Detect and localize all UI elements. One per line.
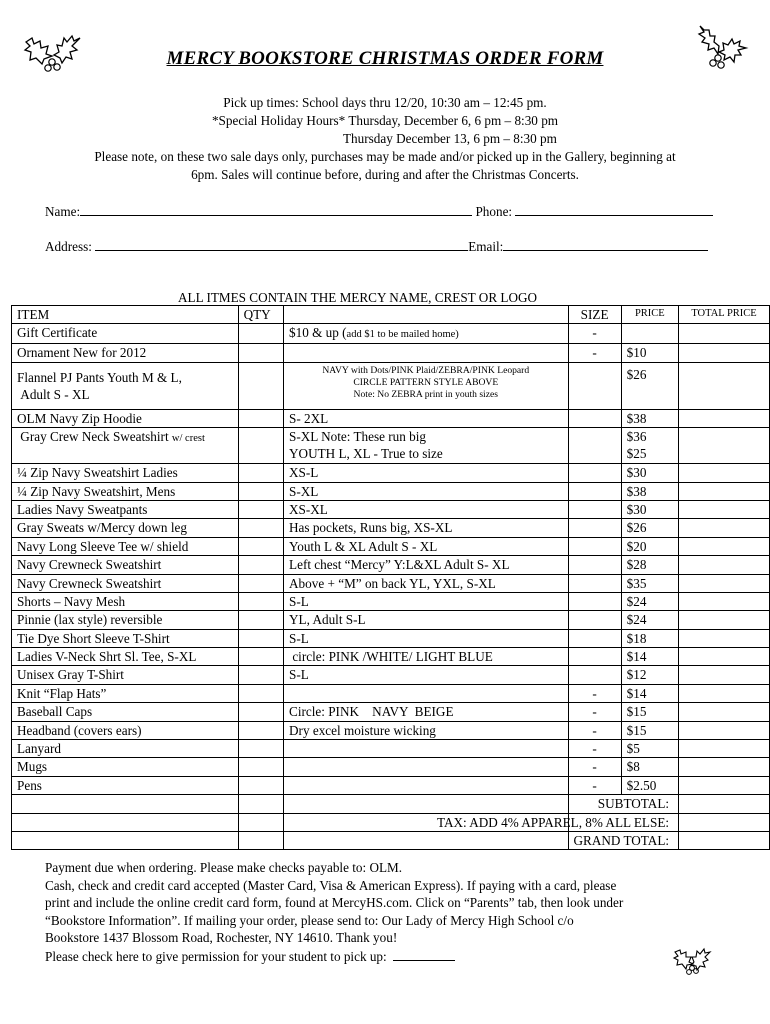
name-label: Name: xyxy=(45,204,81,219)
header-desc xyxy=(284,306,568,324)
qty-cell[interactable] xyxy=(238,611,283,629)
size-cell[interactable] xyxy=(568,500,621,518)
price-cell: $35 xyxy=(621,574,678,592)
address-email-row xyxy=(45,237,725,256)
permission-label: Please check here to give permission for your student to pick up: xyxy=(45,948,387,964)
qty-cell[interactable] xyxy=(238,324,283,344)
total-cell[interactable] xyxy=(679,362,770,409)
desc-cell: S-XL xyxy=(284,482,568,500)
price-cell: $12 xyxy=(621,666,678,684)
size-cell[interactable]: - xyxy=(568,703,621,721)
holly-bottom-icon xyxy=(672,946,712,976)
total-cell[interactable] xyxy=(679,611,770,629)
note-line-2: 6pm. Sales will continue before, during and after the Christmas Concerts. xyxy=(191,167,579,182)
size-cell[interactable]: - xyxy=(568,721,621,739)
footer-line-6 xyxy=(45,947,623,966)
price-cell: $26 xyxy=(621,362,678,409)
size-cell[interactable] xyxy=(568,574,621,592)
pickup-times: Pick up times: School days thru 12/20, 10:30 am – 12:45 pm. xyxy=(223,95,547,110)
special-hours: *Special Holiday Hours* Thursday, December 6, 6 pm – 8:30 pm xyxy=(211,113,559,128)
footer-line-2: Cash, check and credit card accepted (Master Card, Visa & American Express). If paying with a card, please xyxy=(45,877,617,893)
total-cell[interactable] xyxy=(679,574,770,592)
price-cell: $2.50 xyxy=(621,776,678,794)
price-cell: $15 xyxy=(621,721,678,739)
table-row xyxy=(12,482,770,500)
order-table xyxy=(11,305,770,850)
total-cell[interactable] xyxy=(679,776,770,794)
size-cell[interactable] xyxy=(568,629,621,647)
header-price: PRICE xyxy=(621,306,678,324)
qty-cell[interactable] xyxy=(238,666,283,684)
total-cell[interactable] xyxy=(679,684,770,702)
total-cell[interactable] xyxy=(679,344,770,362)
qty-cell[interactable] xyxy=(238,500,283,518)
size-cell[interactable]: - xyxy=(568,344,621,362)
qty-cell[interactable] xyxy=(238,629,283,647)
item-cell: Knit “Flap Hats” xyxy=(12,684,239,702)
phone-label: Phone: xyxy=(475,204,513,219)
price-cell: $10 xyxy=(621,344,678,362)
grand-total-field[interactable] xyxy=(679,831,770,849)
table-caption: ALL ITMES CONTAIN THE MERCY NAME, CREST OR LOGO xyxy=(178,290,538,305)
total-cell[interactable] xyxy=(679,519,770,537)
empty-cell xyxy=(238,831,283,849)
item-cell: Mugs xyxy=(12,758,239,776)
item-cell: Navy Crewneck Sweatshirt xyxy=(12,556,239,574)
price-cell: $28 xyxy=(621,556,678,574)
subtotal-label: SUBTOTAL: xyxy=(568,795,679,813)
size-cell[interactable]: - xyxy=(568,684,621,702)
qty-cell[interactable] xyxy=(238,362,283,409)
price-cell: $14 xyxy=(621,648,678,666)
desc-cell xyxy=(284,344,568,362)
qty-cell[interactable] xyxy=(238,740,283,758)
size-cell[interactable] xyxy=(568,409,621,427)
price-cell: $26 xyxy=(621,519,678,537)
qty-cell[interactable] xyxy=(238,648,283,666)
header-item: ITEM xyxy=(12,306,239,324)
table-row xyxy=(12,464,770,482)
item-cell: Pens xyxy=(12,776,239,794)
empty-cell xyxy=(12,831,239,849)
qty-cell[interactable] xyxy=(238,776,283,794)
qty-cell[interactable] xyxy=(238,482,283,500)
item-text: Gray Crew Neck Sweatshirt xyxy=(20,429,169,445)
price-text: $36 xyxy=(626,429,647,445)
desc-cell: Dry excel moisture wicking xyxy=(284,721,568,739)
footer-line-1: Payment due when ordering. Please make checks payable to: OLM. xyxy=(45,860,403,875)
desc-text-2: YOUTH L, XL - True to size xyxy=(289,446,443,462)
table-row xyxy=(12,721,770,739)
desc-cell: Has pockets, Runs big, XS-XL xyxy=(284,519,568,537)
footer-line-3: print and include the online credit card form, found at MercyHS.com. Click on “Parents” tab, then look under xyxy=(45,895,624,911)
size-cell[interactable] xyxy=(568,537,621,555)
table-row xyxy=(12,324,770,344)
desc-cell xyxy=(284,428,568,464)
thursday-hours: Thursday December 13, 6 pm – 8:30 pm xyxy=(343,131,557,146)
empty-cell xyxy=(12,795,239,813)
table-row xyxy=(12,629,770,647)
item-cell: Unisex Gray T-Shirt xyxy=(12,666,239,684)
desc-cell: circle: PINK /WHITE/ LIGHT BLUE xyxy=(284,648,568,666)
total-cell[interactable] xyxy=(679,592,770,610)
address-label: Address: xyxy=(45,239,92,254)
desc-text: $10 & up ( xyxy=(289,325,347,341)
tax-label: TAX: ADD 4% APPAREL, 8% ALL ELSE: xyxy=(436,814,670,830)
size-cell[interactable] xyxy=(568,648,621,666)
item-cell: Tie Dye Short Sleeve T-Shirt xyxy=(12,629,239,647)
desc-cell: S-L xyxy=(284,629,568,647)
total-cell[interactable] xyxy=(679,666,770,684)
size-cell[interactable]: - xyxy=(568,758,621,776)
table-row xyxy=(12,648,770,666)
table-row xyxy=(12,776,770,794)
desc-cell: S-L xyxy=(284,592,568,610)
address-field[interactable] xyxy=(95,237,468,251)
size-cell[interactable] xyxy=(568,482,621,500)
size-cell[interactable]: - xyxy=(568,740,621,758)
desc-cell xyxy=(284,740,568,758)
desc-line: CIRCLE PATTERN STYLE ABOVE xyxy=(353,376,499,388)
subtotal-field[interactable] xyxy=(679,795,770,813)
price-cell: $30 xyxy=(621,500,678,518)
desc-cell: XS-XL xyxy=(284,500,568,518)
desc-cell: Youth L & XL Adult S - XL xyxy=(284,537,568,555)
desc-cell xyxy=(284,758,568,776)
price-cell: $5 xyxy=(621,740,678,758)
subtotal-row xyxy=(12,795,770,813)
total-cell[interactable] xyxy=(679,556,770,574)
total-cell[interactable] xyxy=(679,629,770,647)
total-cell[interactable] xyxy=(679,482,770,500)
table-row xyxy=(12,500,770,518)
item-cell: OLM Navy Zip Hoodie xyxy=(12,409,239,427)
empty-cell xyxy=(12,813,239,831)
qty-cell[interactable] xyxy=(238,556,283,574)
header-total: TOTAL PRICE xyxy=(679,306,770,324)
desc-text: S-XL Note: These run big xyxy=(289,429,427,445)
price-cell: $15 xyxy=(621,703,678,721)
item-cell: Ladies V-Neck Shrt Sl. Tee, S-XL xyxy=(12,648,239,666)
page-title: MERCY BOOKSTORE CHRISTMAS ORDER FORM xyxy=(166,48,604,69)
permission-field[interactable] xyxy=(393,947,455,961)
table-row xyxy=(12,611,770,629)
desc-cell: XS-L xyxy=(284,464,568,482)
item-cell: Baseball Caps xyxy=(12,703,239,721)
size-cell[interactable] xyxy=(568,592,621,610)
price-cell: $38 xyxy=(621,482,678,500)
total-cell[interactable] xyxy=(679,740,770,758)
table-row xyxy=(12,344,770,362)
size-cell[interactable] xyxy=(568,464,621,482)
price-text-2: $25 xyxy=(626,446,647,462)
desc-cell: Left chest “Mercy” Y:L&XL Adult S- XL xyxy=(284,556,568,574)
header-qty: QTY xyxy=(238,306,283,324)
desc-cell: YL, Adult S-L xyxy=(284,611,568,629)
price-cell: $14 xyxy=(621,684,678,702)
empty-cell xyxy=(284,831,568,849)
desc-cell: S- 2XL xyxy=(284,409,568,427)
qty-cell[interactable] xyxy=(238,519,283,537)
table-row xyxy=(12,666,770,684)
item-cell: Navy Crewneck Sweatshirt xyxy=(12,574,239,592)
table-row xyxy=(12,428,770,464)
desc-cell xyxy=(284,684,568,702)
note-line-1: Please note, on these two sale days only, purchases may be made and/or picked up in the Gallery, beginning at xyxy=(94,149,676,164)
price-cell xyxy=(621,428,678,464)
qty-cell[interactable] xyxy=(238,703,283,721)
total-cell[interactable] xyxy=(679,721,770,739)
item-text: Flannel PJ Pants Youth M & L, xyxy=(17,369,182,385)
qty-cell[interactable] xyxy=(238,574,283,592)
desc-small-text: add $1 to be mailed home) xyxy=(346,329,459,341)
price-cell: $20 xyxy=(621,537,678,555)
item-cell: Gray Sweats w/Mercy down leg xyxy=(12,519,239,537)
table-row xyxy=(12,409,770,427)
desc-cell xyxy=(284,324,568,344)
total-cell[interactable] xyxy=(679,758,770,776)
table-header-row xyxy=(12,306,770,324)
size-cell[interactable] xyxy=(568,611,621,629)
total-cell[interactable] xyxy=(679,428,770,464)
qty-cell[interactable] xyxy=(238,592,283,610)
tax-cell xyxy=(436,813,679,831)
total-cell[interactable] xyxy=(679,409,770,427)
item-cell: Gift Certificate xyxy=(12,324,239,344)
item-cell: ¼ Zip Navy Sweatshirt, Mens xyxy=(12,482,239,500)
desc-cell: Above + “M” on back YL, YXL, S-XL xyxy=(284,574,568,592)
item-cell: Navy Long Sleeve Tee w/ shield xyxy=(12,537,239,555)
item-cell: Headband (covers ears) xyxy=(12,721,239,739)
size-cell[interactable]: - xyxy=(568,776,621,794)
desc-line: Note: No ZEBRA print in youth sizes xyxy=(353,388,498,400)
table-row xyxy=(12,758,770,776)
item-cell: Pinnie (lax style) reversible xyxy=(12,611,239,629)
email-label: Email: xyxy=(468,239,504,254)
footer-line-4: “Bookstore Information”. If mailing your order, please send to: Our Lady of Mercy High School c/o xyxy=(45,912,574,928)
desc-cell: S-L xyxy=(284,666,568,684)
item-cell xyxy=(12,428,239,464)
size-cell[interactable] xyxy=(568,362,621,409)
item-cell: Ladies Navy Sweatpants xyxy=(12,500,239,518)
empty-cell xyxy=(238,813,283,831)
qty-cell[interactable] xyxy=(238,684,283,702)
item-cell xyxy=(12,362,239,409)
name-field[interactable] xyxy=(80,202,472,216)
table-row xyxy=(12,574,770,592)
qty-cell[interactable] xyxy=(238,537,283,555)
size-cell[interactable] xyxy=(568,519,621,537)
header-size: SIZE xyxy=(568,306,621,324)
total-cell[interactable] xyxy=(679,500,770,518)
size-cell[interactable] xyxy=(568,556,621,574)
desc-cell xyxy=(284,776,568,794)
item-text-2: Adult S - XL xyxy=(20,386,90,402)
price-cell xyxy=(621,324,678,344)
phone-field[interactable] xyxy=(515,202,713,216)
desc-line: NAVY with Dots/PINK Plaid/ZEBRA/PINK Leopard xyxy=(322,364,530,376)
total-cell[interactable] xyxy=(679,464,770,482)
name-phone-row xyxy=(45,202,725,221)
table-row xyxy=(12,703,770,721)
qty-cell[interactable] xyxy=(238,758,283,776)
item-cell: Shorts – Navy Mesh xyxy=(12,592,239,610)
total-cell[interactable] xyxy=(679,537,770,555)
price-cell: $38 xyxy=(621,409,678,427)
footer xyxy=(45,859,623,966)
total-cell[interactable] xyxy=(679,648,770,666)
table-row xyxy=(12,592,770,610)
grand-total-label: GRAND TOTAL: xyxy=(568,831,679,849)
price-cell: $30 xyxy=(621,464,678,482)
size-cell[interactable] xyxy=(568,666,621,684)
price-cell: $24 xyxy=(621,592,678,610)
item-cell: Lanyard xyxy=(12,740,239,758)
price-cell: $24 xyxy=(621,611,678,629)
qty-cell[interactable] xyxy=(238,344,283,362)
table-row xyxy=(12,362,770,409)
email-field[interactable] xyxy=(503,237,708,251)
qty-cell[interactable] xyxy=(238,721,283,739)
empty-cell xyxy=(238,795,283,813)
tax-row xyxy=(12,813,770,831)
total-cell[interactable] xyxy=(679,703,770,721)
desc-cell xyxy=(284,362,568,409)
grand-total-row xyxy=(12,831,770,849)
size-cell[interactable]: - xyxy=(568,324,621,344)
table-row xyxy=(12,684,770,702)
size-cell[interactable] xyxy=(568,428,621,464)
footer-line-5: Bookstore 1437 Blossom Road, Rochester, NY 14610. Thank you! xyxy=(45,930,398,946)
price-cell: $18 xyxy=(621,629,678,647)
qty-cell[interactable] xyxy=(238,428,283,464)
item-cell: Ornament New for 2012 xyxy=(12,344,239,362)
table-row xyxy=(12,519,770,537)
desc-cell: Circle: PINK NAVY BEIGE xyxy=(284,703,568,721)
item-cell: ¼ Zip Navy Sweatshirt Ladies xyxy=(12,464,239,482)
table-row xyxy=(12,537,770,555)
total-cell[interactable] xyxy=(679,324,770,344)
tax-field[interactable] xyxy=(679,813,770,831)
price-cell: $8 xyxy=(621,758,678,776)
table-row xyxy=(12,740,770,758)
qty-cell[interactable] xyxy=(238,464,283,482)
table-row xyxy=(12,556,770,574)
qty-cell[interactable] xyxy=(238,409,283,427)
empty-cell xyxy=(284,795,568,813)
item-small-text: w/ crest xyxy=(171,433,205,445)
